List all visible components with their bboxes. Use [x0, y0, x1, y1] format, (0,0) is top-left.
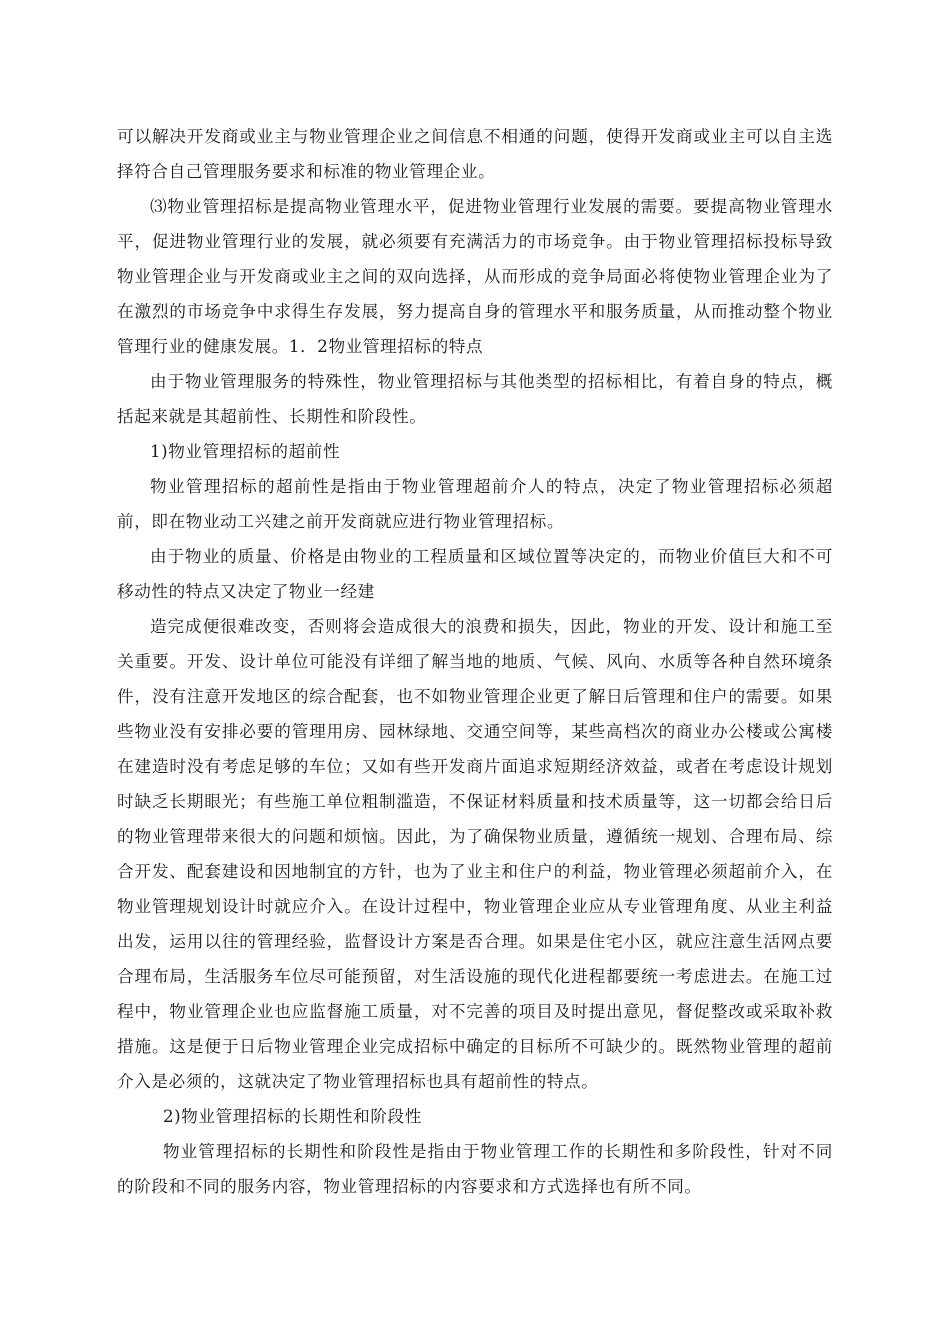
paragraph-quality-price: 由于物业的质量、价格是由物业的工程质量和区域位置等决定的，而物业价值巨大和不可移动性的特点又决定了物业一经建 — [117, 547, 833, 601]
paragraph-info-exchange: 可以解决开发商或业主与物业管理企业之间信息不相通的问题，使得开发商或业主可以自主选择符合自己管理服务要求和标准的物业管理企业。 — [117, 127, 833, 181]
paragraph-construction-details: 造完成便很难改变，否则将会造成很大的浪费和损失，因此，物业的开发、设计和施工至关重要。开发、设计单位可能没有详细了解当地的地质、气候、风向、水质等各种自然环境条件，没有注意开发地区的综合配套，也不如物业管理企业更了解日后管理和住户的需要。如果些物业没有安排必要的管理用房、园林绿地、交通空间等，某些高档次的商业办公楼或公寓楼在建造时没有考虑足够的车位；又如有些开发商片面追求短期经济效益，或者在考虑设计规划时缺乏长期眼光；有些施工单位粗制滥造，不保证材料质量和技术质量等，这一切都会给日后的物业管理带来很大的问题和烦恼。因此，为了确保物业质量，遵循统一规划、合理布局、综合开发、配套建设和因地制宜的方针，也为了业主和住户的利益，物业管理必须超前介入，在物业管理规划设计时就应介入。在设计过程中，物业管理企业应从专业管理角度、从业主利益出发，运用以往的管理经验，监督设计方案是否合理。如果是住宅小区，就应注意生活网点要合理布局，生活服务车位尽可能预留，对生活设施的现代化进程都要统一考虑进去。在施工过程中，物业管理企业也应监督施工质量，对不完善的项目及时提出意见，督促整改或采取补救措施。这是便于日后物业管理企业完成招标中确定的目标所不可缺少的。既然物业管理的超前介入是必须的，这就决定了物业管理招标也具有超前性的特点。 — [117, 617, 833, 1091]
paragraph-characteristics-intro: 由于物业管理服务的特殊性，物业管理招标与其他类型的招标相比，有着自身的特点，概括起来就是其超前性、长期性和阶段性。 — [117, 372, 833, 426]
section-heading-long-term: 2)物业管理招标的长期性和阶段性 — [163, 1107, 422, 1126]
document-page — [117, 119, 833, 1204]
section-heading-advance: 1)物业管理招标的超前性 — [150, 442, 341, 461]
paragraph-advance-definition: 物业管理招标的超前性是指由于物业管理超前介人的特点，决定了物业管理招标必须超前，即在物业动工兴建之前开发商就应进行物业管理招标。 — [117, 477, 833, 531]
paragraph-long-term-definition: 物业管理招标的长期性和阶段性是指由于物业管理工作的长期性和多阶段性，针对不同的阶段和不同的服务内容，物业管理招标的内容要求和方式选择也有所不同。 — [117, 1142, 833, 1196]
paragraph-management-level: ⑶物业管理招标是提高物业管理水平，促进物业管理行业发展的需要。要提高物业管理水平，促进物业管理行业的发展，就必须要有充满活力的市场竞争。由于物业管理招标投标导致物业管理企业与开发商或业主之间的双向选择，从而形成的竞争局面必将使物业管理企业为了在激烈的市场竞争中求得生存发展，努力提高自身的管理水平和服务质量，从而推动整个物业管理行业的健康发展。1．2物业管理招标的特点 — [117, 197, 833, 356]
